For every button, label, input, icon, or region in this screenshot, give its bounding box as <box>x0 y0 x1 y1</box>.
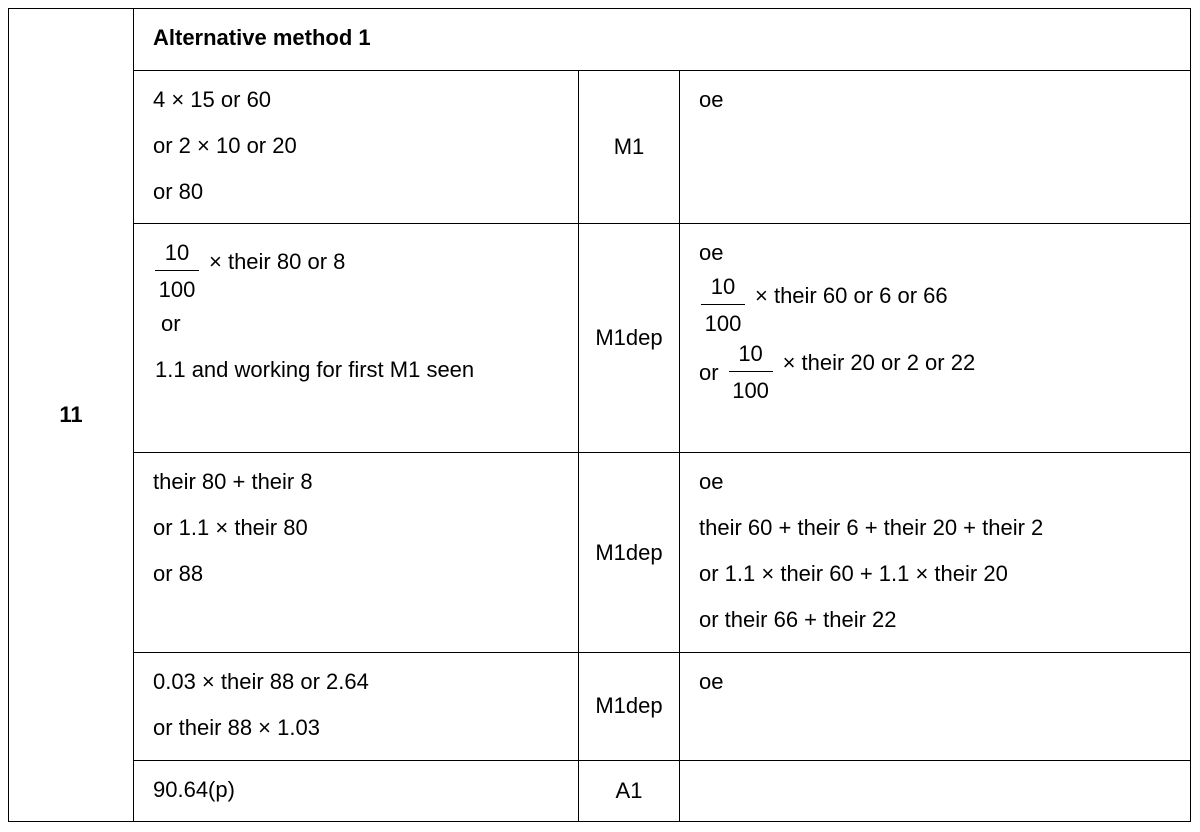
fraction-suffix: × their 80 or 8 <box>209 248 346 274</box>
answer-line: 4 × 15 or 60 <box>153 87 272 113</box>
question-number: 11 <box>9 9 134 822</box>
answer-cell <box>134 653 579 761</box>
comment-line: oe <box>699 240 724 266</box>
comment-line: oe <box>699 87 724 113</box>
fraction-numerator: 10 <box>738 341 763 367</box>
mark-cell: A1 <box>579 760 680 821</box>
answer-line: or their 88 × 1.03 <box>153 715 320 741</box>
mark-cell: M1 <box>579 71 680 224</box>
answer-line: 0.03 × their 88 or 2.64 <box>153 669 369 695</box>
answer-cell <box>134 760 579 821</box>
answer-line: or 2 × 10 or 20 <box>153 133 297 159</box>
comment-fraction-line <box>699 274 1190 337</box>
mark-cell: M1dep <box>579 224 680 453</box>
fraction-denominator: 100 <box>158 277 196 303</box>
answer-cell <box>134 224 579 453</box>
table-row <box>9 453 1191 653</box>
answer-cell <box>134 71 579 224</box>
mark-cell: M1dep <box>579 653 680 761</box>
comment-fraction-line <box>699 341 1190 404</box>
answer-line: or 1.1 × their 80 <box>153 515 308 541</box>
comment-line: or 1.1 × their 60 + 1.1 × their 20 <box>699 561 1008 587</box>
fraction <box>701 274 745 337</box>
fraction-numerator: 10 <box>710 274 736 300</box>
table-row <box>9 224 1191 453</box>
method-title-row <box>9 9 1191 71</box>
comment-cell <box>680 71 1191 224</box>
comment-cell <box>680 760 1191 821</box>
comment-cell <box>680 453 1191 653</box>
table-row <box>9 760 1191 821</box>
comment-line: their 60 + their 6 + their 20 + their 2 <box>699 515 1044 541</box>
answer-line: or <box>161 311 181 337</box>
method-title-cell <box>134 9 1191 71</box>
method-title: Alternative method 1 <box>153 25 371 50</box>
fraction-bar <box>155 270 199 271</box>
fraction-prefix: or <box>699 359 719 385</box>
answer-line: 90.64(p) <box>153 776 235 802</box>
fraction-bar <box>729 371 773 372</box>
fraction-suffix: × their 60 or 6 or 66 <box>755 282 948 308</box>
answer-cell <box>134 453 579 653</box>
answer-line: their 80 + their 8 <box>153 469 313 495</box>
answer-line: or 80 <box>153 179 204 205</box>
answer-line: 1.1 and working for first M1 seen <box>155 357 475 383</box>
comment-cell <box>680 224 1191 453</box>
fraction-numerator: 10 <box>164 240 190 266</box>
mark-scheme-table <box>8 8 1191 822</box>
fraction <box>729 341 773 404</box>
fraction-bar <box>701 304 745 305</box>
comment-line: oe <box>699 469 724 495</box>
comment-line: or their 66 + their 22 <box>699 607 897 633</box>
fraction-denominator: 100 <box>704 311 742 337</box>
fraction-suffix: × their 20 or 2 or 22 <box>782 349 976 375</box>
comment-cell <box>680 653 1191 761</box>
answer-line: or 88 <box>153 561 204 587</box>
table-row <box>9 653 1191 761</box>
fraction <box>155 240 199 303</box>
table-row <box>9 71 1191 224</box>
fraction-denominator: 100 <box>732 378 769 404</box>
answer-fraction-line <box>155 240 578 303</box>
mark-cell: M1dep <box>579 453 680 653</box>
comment-line: oe <box>699 669 724 695</box>
